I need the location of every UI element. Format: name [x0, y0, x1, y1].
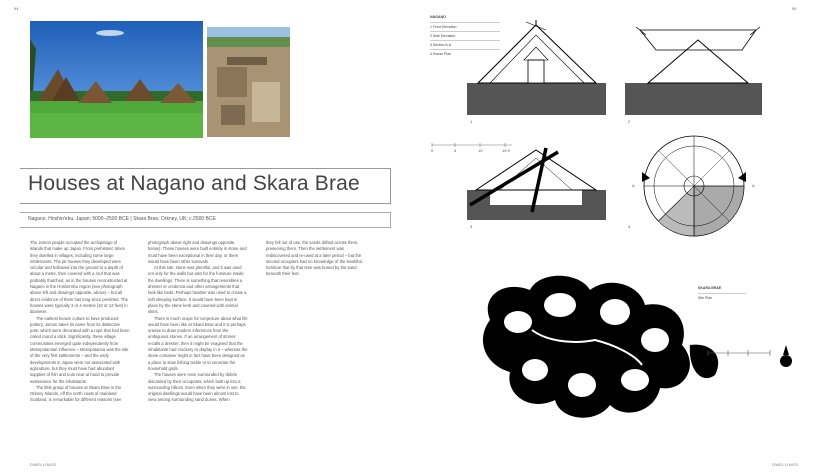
page-number-right: 95 — [792, 6, 797, 11]
text-column-2 — [148, 240, 248, 404]
architectural-drawings — [410, 0, 820, 475]
nagano-legend-title: NAGANO — [430, 15, 446, 19]
paragraph: The houses were once surrounded by debris discarded by their occupants, which built up into a surrounding hillock. Even when they were in use, the original dwellings would have been almost lost to view among surrounding sand dunes. When — [148, 372, 246, 403]
drawing-number: 2 — [628, 119, 631, 124]
paragraph: The Jomon people occupied the archipelago of islands that make up Japan. From prehistoric times they dwelled in villages, including some large settlements. The pit houses they developed were circular and hollowed into the ground to a depth of about a metre, then covered with a roof that was probably thatched, as in the houses reconstructed at Nagano in the Hoshin'ebu region (see photograph above left and drawings opposite, above) – but all direct evidence of them has long since perished. The houses were typically 3 or 4 metres (10 or 13 feet) in diameter. — [30, 240, 128, 315]
scale-label: 5 — [454, 148, 457, 153]
skara-brae-site-plan — [483, 276, 718, 418]
section-label: A — [752, 183, 755, 188]
page-number-left: 94 — [14, 6, 19, 11]
side-elevation-drawing — [625, 27, 762, 115]
skara-brae-interior-photo — [207, 27, 290, 137]
footer-right: DWELLINGS — [772, 462, 799, 467]
text-column-3 — [266, 240, 366, 278]
scale-label: 10 — [478, 148, 483, 153]
legend-item: 1 Front Elevation — [430, 22, 500, 31]
paragraph: photograph above right and drawings opposite, below). These houses were built entirely in stone and must have been exceptional in their day, or there would have been other survivals. — [148, 240, 247, 264]
skara-photo-illustration — [207, 27, 290, 137]
drawing-number: 3 — [470, 224, 473, 229]
scale-bar-nagano — [432, 143, 512, 147]
drawing-number: 4 — [628, 224, 631, 229]
text-column-1 — [30, 240, 130, 404]
front-elevation-drawing — [467, 20, 606, 115]
section-label: A — [632, 183, 635, 188]
footer-left: DWELLINGS — [30, 462, 57, 467]
paragraph: they fell out of use, the sands drifted across them, preserving them. Then the settlement was rediscovered and re-used at a later period – but the second occupiers had no knowledge of the Neolithic furniture that by that time was buried by the sand beneath their feet. — [266, 240, 363, 277]
paragraph: At this site, stone was plentiful, and it was used not only for the walls but also for the furniture inside the dwellings. There is something that resembles a dresser or credenza and other arrangements that look like beds. Perhaps heather was used to create a soft sleeping surface. It would have been kept in place by the stone kerb and covered with animal skins. — [148, 265, 247, 315]
page-subtitle: Nagano, Hoshin'ebu, Japan; 5000–2500 BCE | Skara Brae, Orkney, UK; c.2500 BCE — [28, 216, 216, 222]
subtitle-frame — [20, 212, 391, 228]
nagano-photo-illustration — [30, 21, 203, 138]
right-page — [410, 0, 820, 475]
paragraph: There is much scope for conjecture about what life would have been like at Skara Brae and it is perhaps unwise to draw modern inferences from the ambiguous stones. If an arrangement of stones recalls a dresser, then it might be imagined that the inhabitants had crockery to display in it – whereas the stone container might in fact have been designed as a place to stow fishing tackle or to venerate the household gods. — [148, 315, 248, 371]
section-aa-drawing — [467, 148, 606, 220]
skara-legend-title: SKARA BRAE — [698, 286, 722, 290]
drawing-number: 1 — [470, 119, 473, 124]
title-frame — [20, 168, 391, 204]
paragraph: The earliest known culture to have produced pottery, Jomon takes its name from its distinctive pots, which were decorated with a rope that had been coiled round a stick. Significantly, these village communities emerged quite independently from Mesopotamian influence – Mesopotamia was the site of the very first settlements – and the early developments in Japan were not associated with agriculture, but they must have had abundant supplies of fish and nuts near at hand to provide sustenance for the inhabitants. — [30, 315, 130, 384]
scale-label: 0 — [431, 148, 434, 153]
scale-label: 15 ft — [502, 148, 510, 153]
nagano-reconstructed-houses-photo — [30, 21, 203, 138]
paragraph: The little group of houses at Skara Brae in the Orkney Islands, off the north coast of mainland Scotland, is remarkable for different reasons (see — [30, 384, 122, 403]
house-plan-drawing — [642, 136, 746, 236]
north-arrow-icon — [780, 345, 792, 367]
legend-item: Site Plan — [698, 293, 746, 302]
legend-item: 2 Side Elevation — [430, 31, 500, 40]
skara-scale-bar — [708, 350, 770, 356]
skara-legend — [698, 286, 746, 302]
legend-item: 3 Section A-A — [430, 40, 500, 49]
page-title: Houses at Nagano and Skara Brae — [28, 172, 360, 195]
legend-item: 4 House Plan — [430, 49, 500, 58]
